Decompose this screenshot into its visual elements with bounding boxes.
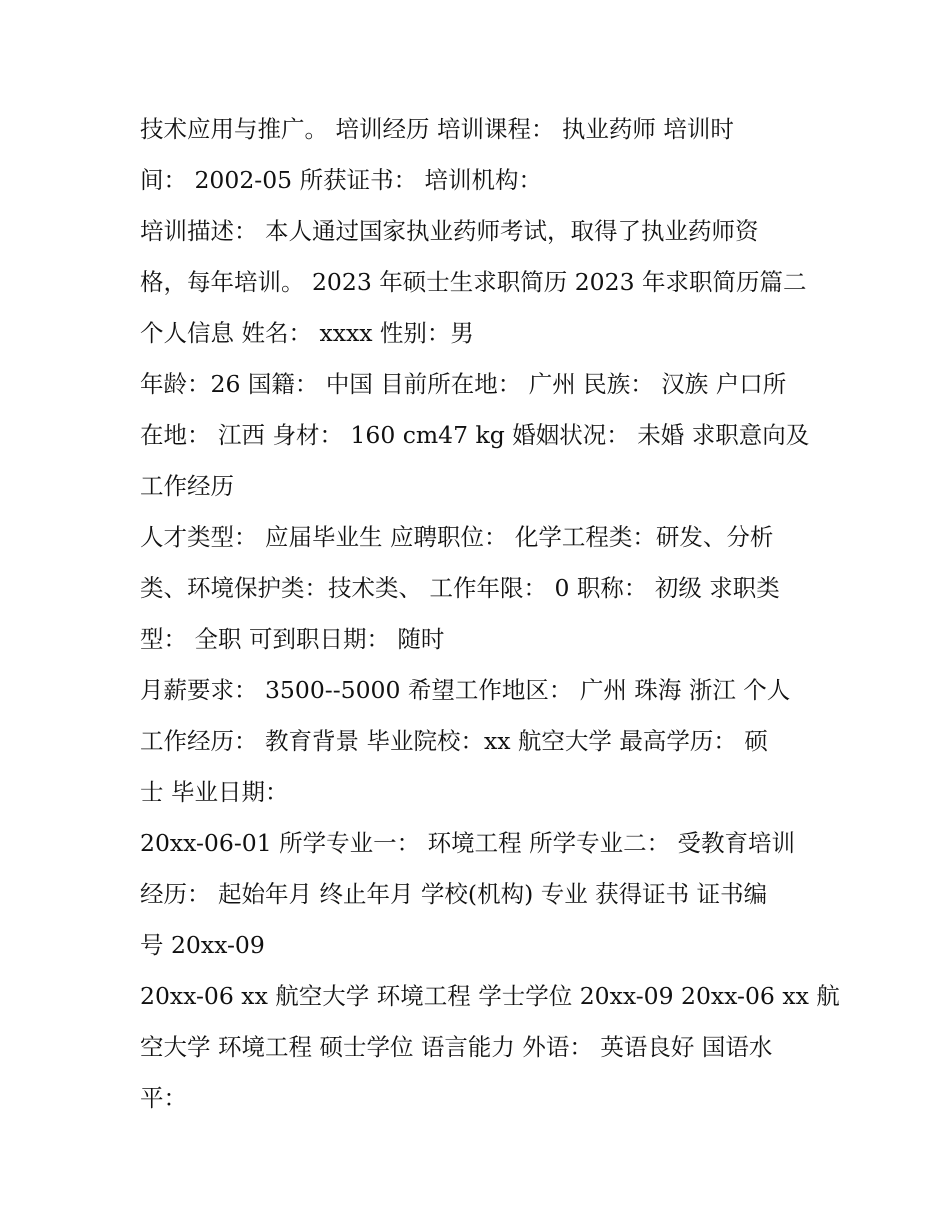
text-line: 士 毕业日期： (140, 778, 289, 806)
text-line: 工作经历 (140, 472, 234, 500)
text-line: 号 20xx-09 (140, 931, 265, 959)
resume-text-block (140, 104, 840, 1124)
text-line: 月薪要求： 3500--5000 希望工作地区： 广州 珠海 浙江 个人 (140, 676, 791, 704)
text-line: 20xx-06 xx 航空大学 环境工程 学士学位 20xx-09 20xx-06 xx 航 (140, 982, 840, 1010)
text-line: 平： (140, 1084, 187, 1112)
text-line: 个人信息 姓名： xxxx 性别：男 (140, 319, 474, 347)
text-line: 技术应用与推广。 培训经历 培训课程： 执业药师 培训时 (140, 115, 734, 143)
text-line: 型： 全职 可到职日期： 随时 (140, 625, 445, 653)
text-line: 格，每年培训。 2023 年硕士生求职简历 2023 年求职简历篇二 (140, 268, 807, 296)
text-line: 培训描述： 本人通过国家执业药师考试，取得了执业药师资 (140, 217, 759, 245)
text-line: 间： 2002-05 所获证书： 培训机构： (140, 166, 543, 194)
text-line: 空大学 环境工程 硕士学位 语言能力 外语： 英语良好 国语水 (140, 1033, 773, 1061)
text-line: 在地： 江西 身材： 160 cm47 kg 婚姻状况： 未婚 求职意向及 (140, 421, 810, 449)
text-line: 类、环境保护类：技术类、 工作年限： 0 职称： 初级 求职类 (140, 574, 780, 602)
text-line: 年龄：26 国籍： 中国 目前所在地： 广州 民族： 汉族 户口所 (140, 370, 787, 398)
text-line: 人才类型： 应届毕业生 应聘职位： 化学工程类：研发、分析 (140, 523, 774, 551)
text-line: 20xx-06-01 所学专业一： 环境工程 所学专业二： 受教育培训 (140, 829, 796, 857)
text-line: 工作经历： 教育背景 毕业院校：xx 航空大学 最高学历： 硕 (140, 727, 768, 755)
text-line: 经历： 起始年月 终止年月 学校(机构) 专业 获得证书 证书编 (140, 880, 768, 908)
